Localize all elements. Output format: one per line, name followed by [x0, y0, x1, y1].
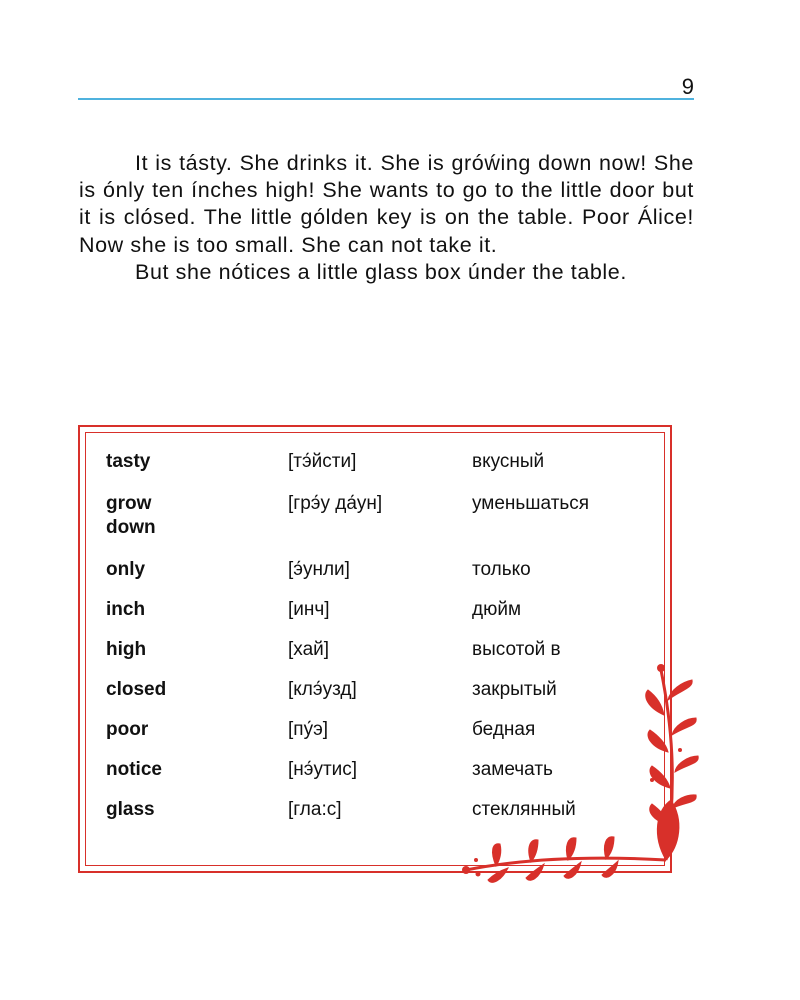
vocab-word: glass	[106, 799, 155, 820]
vocab-translation: стеклянный	[472, 799, 576, 820]
vocab-word: only	[106, 559, 146, 580]
vocab-translation: замечать	[472, 759, 553, 780]
vocab-pronunciation: [грэ́у да́ун]	[288, 493, 383, 514]
floral-corner-ornament-icon	[456, 660, 706, 900]
vocab-translation: закрытый	[472, 679, 557, 700]
story-paragraph-2: But she nótices a little glass box únder the table.	[135, 259, 627, 284]
vocab-translation: только	[472, 559, 531, 580]
vocab-word: poor	[106, 719, 149, 740]
vocabulary-row	[106, 598, 646, 638]
vocab-pronunciation: [пу́э]	[288, 719, 329, 740]
vocab-translation: дюйм	[472, 599, 522, 620]
vocabulary-row	[106, 558, 646, 598]
vocabulary-row	[106, 450, 646, 492]
vocab-pronunciation: [тэ́йсти]	[288, 451, 357, 472]
vocab-translation: вкусный	[472, 451, 545, 472]
vocab-pronunciation: [хай]	[288, 639, 330, 660]
vocab-word: notice	[106, 759, 162, 780]
vocab-translation: высотой в	[472, 639, 561, 660]
vocab-word: inch	[106, 599, 146, 620]
vocabulary-row	[106, 492, 646, 558]
vocab-word: high	[106, 639, 147, 660]
story-paragraph-1: It is tásty. She drinks it. She is gróẃing down now! She is ónly ten ínches high! She wants to go to the little door but it is clósed. The little gólden key is on the table. Poor Álice! Now she is too small. She can not take it.	[79, 151, 694, 257]
vocab-pronunciation: [гла:с]	[288, 799, 342, 820]
vocab-translation: бедная	[472, 719, 536, 740]
header-rule	[78, 98, 694, 100]
page-number: 9	[681, 74, 694, 99]
vocab-translation: уменьшаться	[472, 493, 590, 514]
story-text	[79, 150, 694, 286]
vocab-word: grow down	[106, 493, 156, 538]
vocab-word: tasty	[106, 451, 151, 472]
vocab-pronunciation: [инч]	[288, 599, 330, 620]
vocab-pronunciation: [клэ́узд]	[288, 679, 357, 700]
vocab-pronunciation: [э́унли]	[288, 559, 350, 580]
vocab-pronunciation: [нэ́утис]	[288, 759, 358, 780]
vocab-word: closed	[106, 679, 167, 700]
